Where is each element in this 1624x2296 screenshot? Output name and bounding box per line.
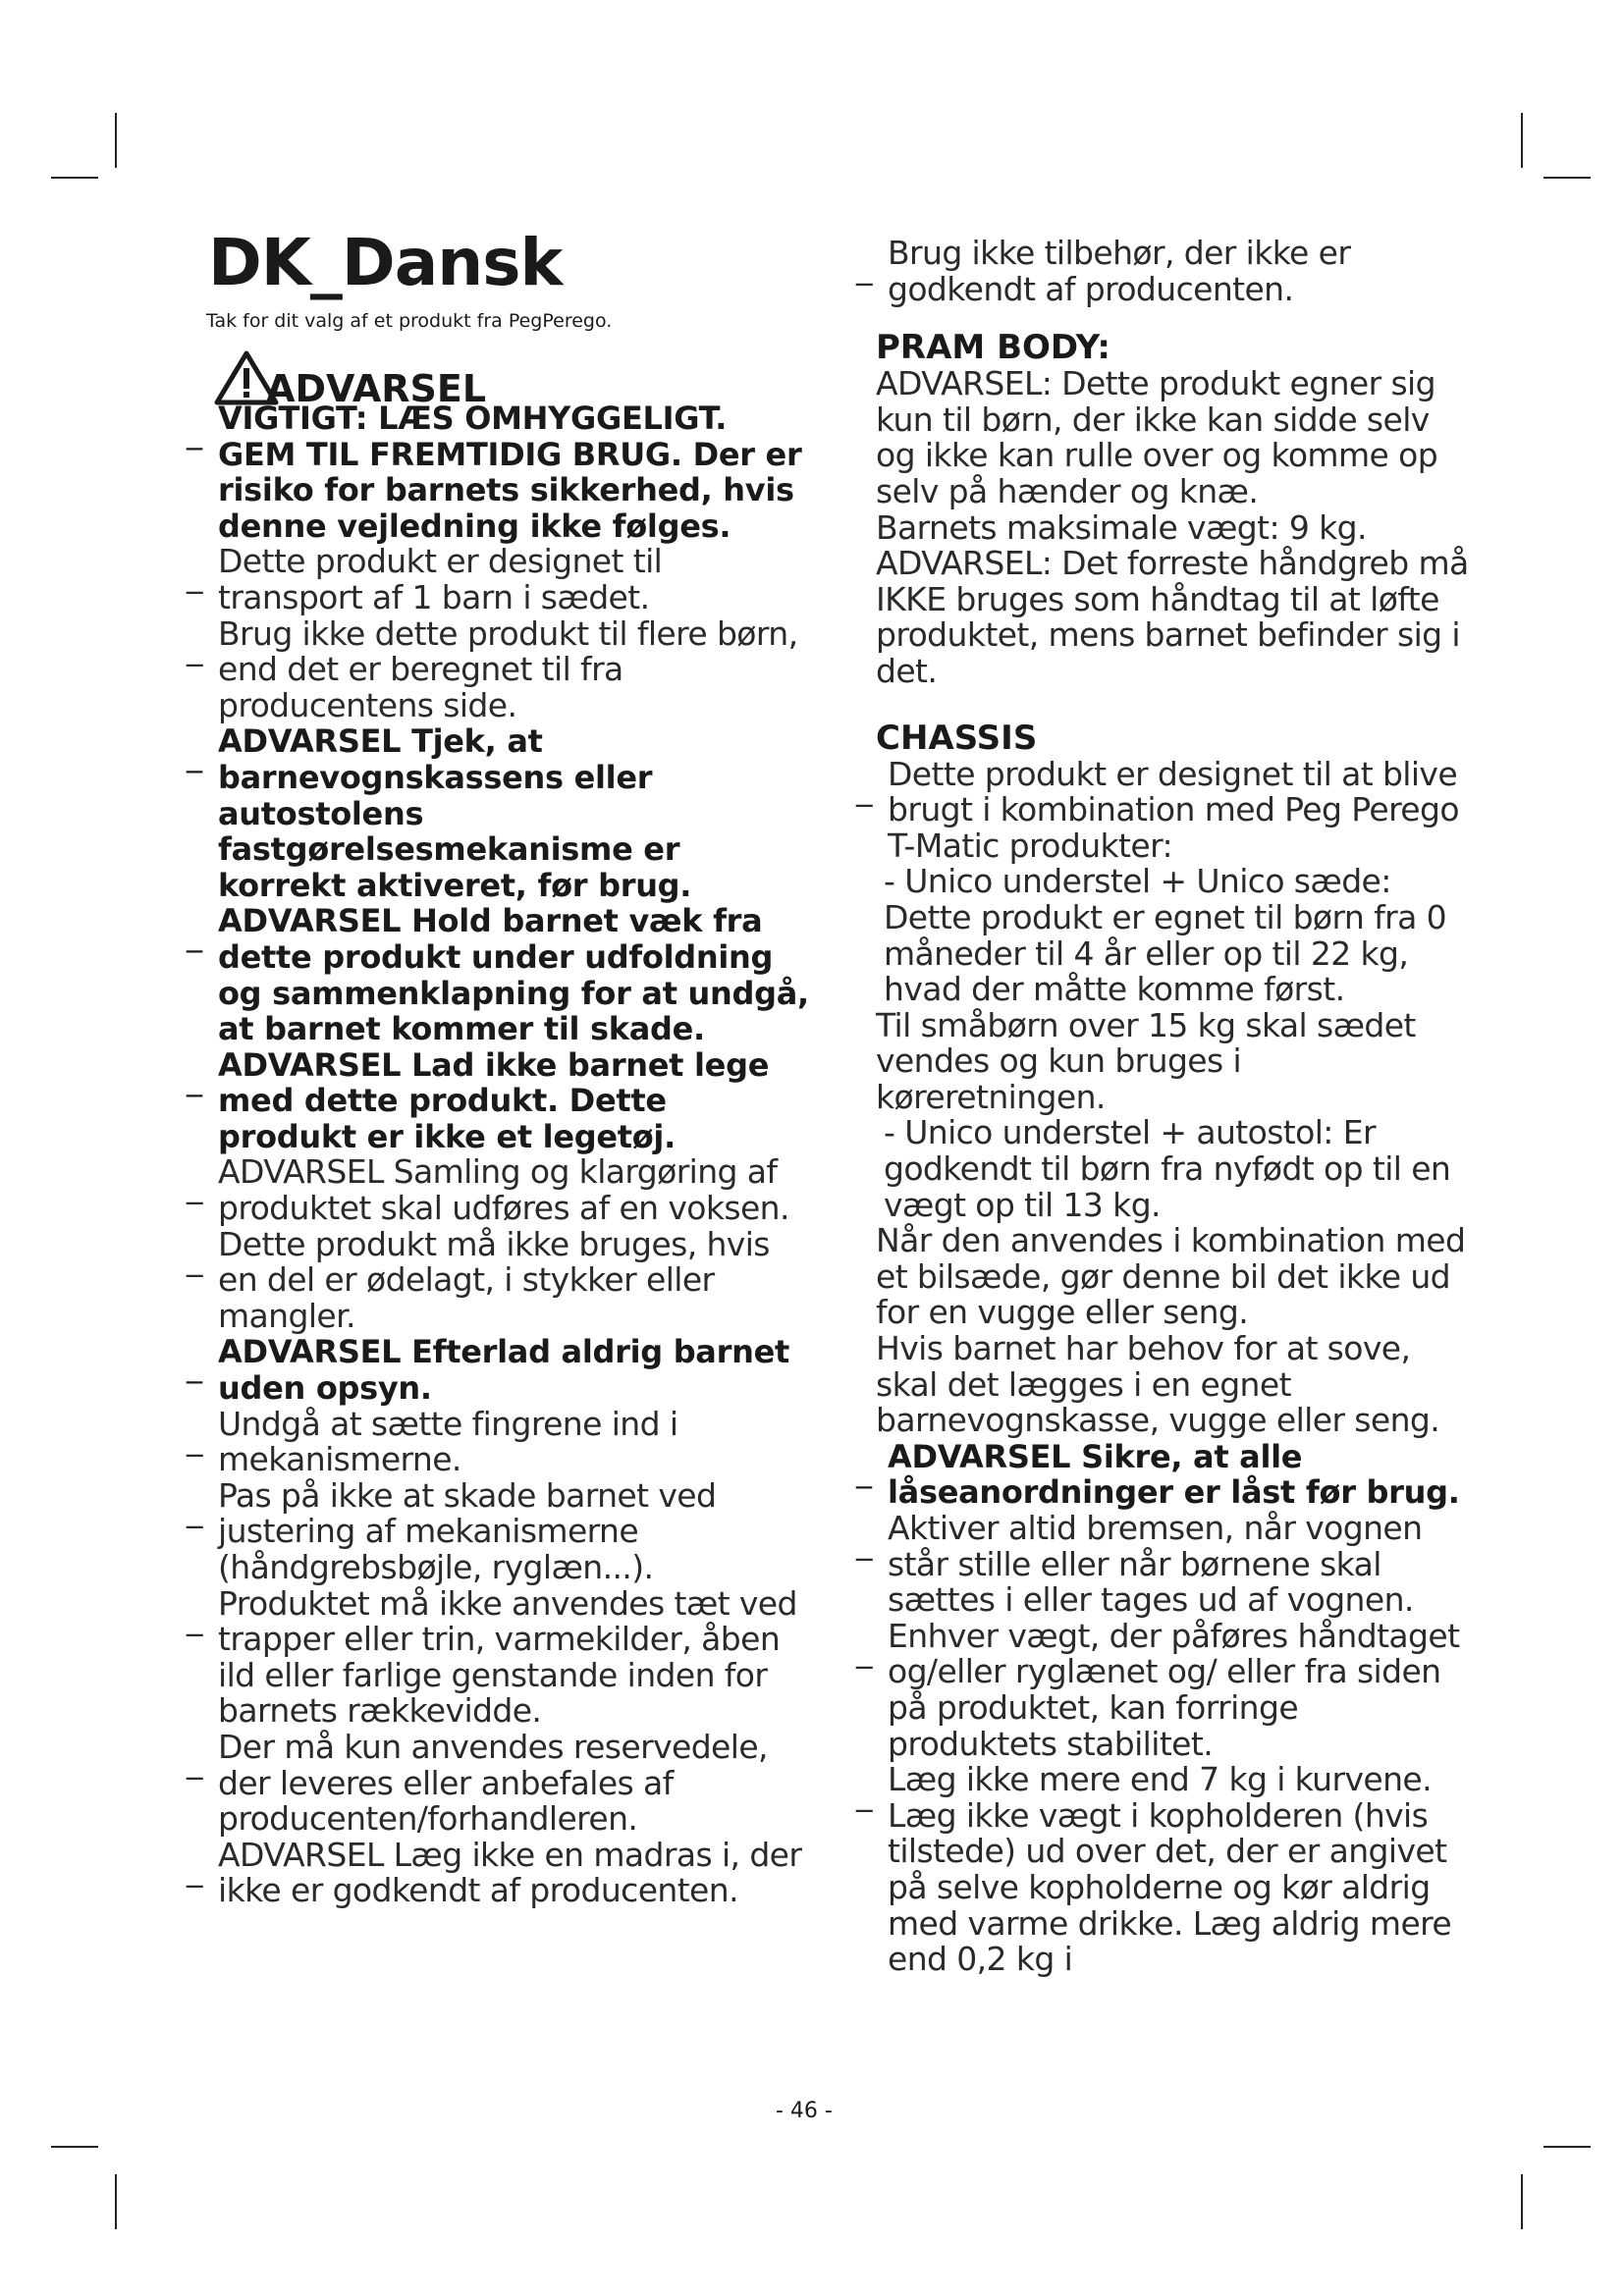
list-item: _ ADVARSEL Læg ikke en madras i, der ikke er godkendt af producenten.	[187, 1835, 802, 1910]
list-item: _ Dette produkt er designet til transport af 1 barn i sædet.	[187, 542, 663, 616]
list-item: _ Produktet må ikke anvendes tæt ved trapper eller trin, varmekilder, åben ild eller farlige genstande inden for barnets rækkevidde.	[187, 1583, 797, 1731]
crop-mark-top-right-horizontal	[1543, 177, 1591, 179]
warning-heading	[214, 350, 487, 410]
left-column	[187, 400, 815, 1909]
list-item: _ ADVARSEL Efterlad aldrig barnet uden opsyn.	[187, 1333, 789, 1408]
list-item: _ ADVARSEL Sikre, at alle låseanordninger er låst før brug.	[856, 1437, 1460, 1512]
section-heading-chassis: CHASSIS	[876, 718, 1038, 758]
list-item: _ Aktiver altid bremsen, når vognen står stille eller når børnene skal sættes i eller tages ud af vognen.	[856, 1509, 1423, 1620]
crop-mark-bottom-left-vertical	[115, 2174, 117, 2229]
list-item: _ ADVARSEL Tjek, at barnevognskassens eller autostolens fastgørelsesmekanisme er korrekt aktiveret, før brug.	[187, 722, 692, 904]
page-number: - 46 -	[776, 2099, 833, 2123]
list-item: _ VIGTIGT: LÆS OMHYGGELIGT. GEM TIL FREMTIDIG BRUG. Der er risiko for barnets sikkerhed, hvis denne vejledning ikke følges.	[187, 400, 802, 545]
paragraph: Når den anvendes i kombination med et bilsæde, gør denne bil det ikke ud for en vugge eller seng.	[876, 1221, 1466, 1332]
paragraph: Hvis barnet har behov for at sove, skal det lægges i en egnet barnevognskasse, vugge eller seng.	[876, 1329, 1440, 1440]
list-item: _ Brug ikke tilbehør, der ikke er godkendt af producenten.	[856, 234, 1351, 308]
page-title: DK_Dansk	[208, 225, 563, 300]
right-column	[856, 236, 1475, 1978]
paragraph: ADVARSEL: Det forreste håndgreb må IKKE bruges som håndtag til at løfte produktet, mens barnet befinder sig i det.	[876, 544, 1469, 690]
crop-mark-top-right-vertical	[1521, 113, 1523, 168]
crop-mark-top-left-horizontal	[51, 177, 98, 179]
crop-mark-bottom-right-vertical	[1521, 2174, 1523, 2229]
list-item: _ ADVARSEL Hold barnet væk fra dette produkt under udfoldning og sammenklapning for at undgå, at barnet kommer til skade.	[187, 902, 809, 1048]
page-subtitle: Tak for dit valg af et produkt fra PegPerego.	[206, 310, 613, 332]
paragraph: Barnets maksimale vægt: 9 kg.	[876, 507, 1367, 547]
list-item: _ Dette produkt må ikke bruges, hvis en del er ødelagt, i stykker eller mangler.	[187, 1224, 770, 1335]
list-item: _ Enhver vægt, der påføres håndtaget og/eller ryglænet og/ eller fra siden på produktet, kan forringe produktets stabilitet.	[856, 1616, 1460, 1763]
crop-mark-top-left-vertical	[115, 113, 117, 168]
list-item: _ Pas på ikke at skade barnet ved justering af mekanismerne (håndgrebsbøjle, ryglæn...).	[187, 1475, 717, 1586]
warning-heading-label: ADVARSEL	[266, 367, 487, 410]
crop-mark-bottom-right-horizontal	[1543, 2146, 1591, 2148]
paragraph: ADVARSEL: Dette produkt egner sig kun til børn, der ikke kan sidde selv og ikke kan rulle over og komme op selv på hænder og knæ.	[876, 364, 1438, 510]
paragraph: - Unico understel + autostol: Er godkendt til børn fra nyfødt op til en vægt op til 13 kg.	[884, 1113, 1451, 1224]
paragraph: - Unico understel + Unico sæde: Dette produkt er egnet til børn fra 0 måneder til 4 år eller op til 22 kg, hvad der måtte komme først.	[884, 862, 1447, 1009]
list-item: _ Undgå at sætte fingrene ind i mekanismerne.	[187, 1404, 678, 1479]
paragraph: Til småbørn over 15 kg skal sædet vendes og kun bruges i køreretningen.	[876, 1005, 1416, 1116]
list-item: _ Dette produkt er designet til at blive brugt i kombination med Peg Perego T-Matic produkter:	[856, 754, 1459, 865]
list-item: _ ADVARSEL Lad ikke barnet lege med dette produkt. Dette produkt er ikke et legetøj.	[187, 1045, 770, 1155]
section-heading-pram-body: PRAM BODY:	[876, 328, 1110, 368]
list-item: _ Der må kun anvendes reservedele, der leveres eller anbefales af producenten/forhandleren.	[187, 1727, 768, 1839]
list-item: _ Læg ikke mere end 7 kg i kurvene. Læg ikke vægt i kopholderen (hvis tilstede) ud over det, der er angivet på selve kopholderne og kør aldrig med varme drikke. Læg aldrig mere end 0,2 kg i	[856, 1760, 1452, 1979]
list-item: _ ADVARSEL Samling og klargøring af produktet skal udføres af en voksen.	[187, 1152, 789, 1228]
list-item: _ Brug ikke dette produkt til flere børn, end det er beregnet til fra producentens side.	[187, 614, 798, 724]
crop-mark-bottom-left-horizontal	[51, 2146, 98, 2148]
